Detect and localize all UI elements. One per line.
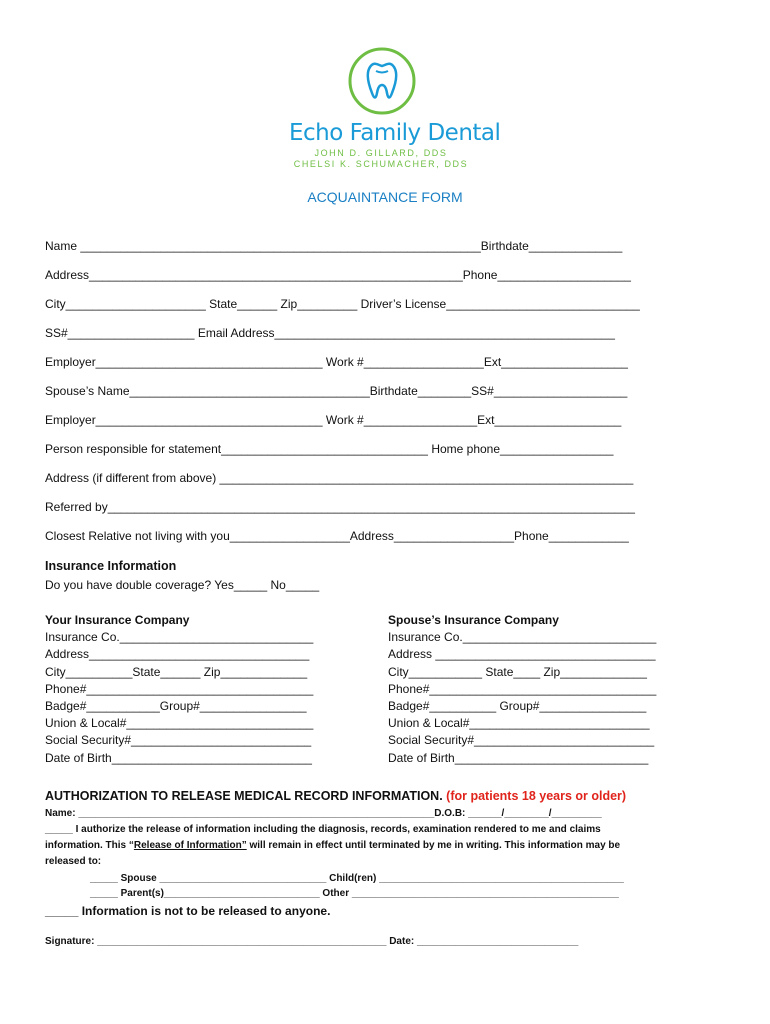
employer-work-ext-field[interactable]: Employer__________________________________ Work #__________________Ext___________________ bbox=[45, 355, 628, 369]
responsible-person-field[interactable]: Person responsible for statement_______________________________ Home phone_________________ bbox=[45, 442, 614, 456]
dentist-name-2: CHELSI K. SCHUMACHER, DDS bbox=[293, 159, 469, 169]
dentist-name-1: JOHN D. GILLARD, DDS bbox=[314, 148, 448, 158]
authorization-note: (for patients 18 years or older) bbox=[446, 789, 627, 803]
ss-email-field[interactable]: SS#___________________ Email Address___________________________________________________ bbox=[45, 326, 615, 340]
your-insurance-co-field[interactable]: Insurance Co._____________________________ bbox=[45, 630, 314, 645]
your-city-state-zip-field[interactable]: City__________State______ Zip_____________ bbox=[45, 664, 308, 679]
authorize-text-c: will remain in effect until terminated by me in writing. This information may be bbox=[246, 840, 621, 851]
parents-other-field[interactable]: _____ Parent(s)____________________________ Other ________________________________________________ bbox=[90, 888, 619, 899]
not-released-field[interactable]: _____ Information is not to be released to anyone. bbox=[45, 904, 331, 918]
your-phone-field[interactable]: Phone#__________________________________ bbox=[45, 681, 314, 696]
alt-address-field[interactable]: Address (if different from above) ______________________________________________________________ bbox=[45, 471, 634, 485]
your-address-field[interactable]: Address_________________________________ bbox=[45, 647, 310, 662]
your-dob-field[interactable]: Date of Birth______________________________ bbox=[45, 750, 312, 765]
insurance-title: Insurance Information bbox=[45, 559, 177, 573]
spouse-ssn-field[interactable]: Social Security#___________________________ bbox=[388, 733, 655, 748]
your-insurance-column bbox=[45, 612, 313, 767]
spouse-phone-field[interactable]: Phone#__________________________________ bbox=[388, 681, 657, 696]
your-insurance-header: Your Insurance Company bbox=[45, 613, 190, 627]
your-union-field[interactable]: Union & Local#____________________________ bbox=[45, 716, 314, 731]
authorization-title-text: AUTHORIZATION TO RELEASE MEDICAL RECORD INFORMATION. bbox=[45, 789, 443, 803]
name-birthdate-field[interactable]: Name ____________________________________________________________Birthdate______________ bbox=[45, 239, 623, 253]
closest-relative-field[interactable]: Closest Relative not living with you__________________Address__________________Phone____________ bbox=[45, 529, 629, 543]
referred-by-field[interactable]: Referred by_______________________________________________________________________________ bbox=[45, 500, 635, 514]
brand-name: Echo Family Dental bbox=[289, 120, 501, 146]
spouse-badge-group-field[interactable]: Badge#__________ Group#________________ bbox=[388, 699, 647, 714]
signature-date-field[interactable]: Signature: ____________________________________________________ Date: _____________________________ bbox=[45, 936, 579, 947]
tooth-icon bbox=[346, 45, 418, 117]
spouse-address-field[interactable]: Address _________________________________ bbox=[388, 647, 656, 662]
spouse-insurance-column bbox=[388, 612, 656, 767]
authorize-release-line[interactable]: _____ I authorize the release of information including the diagnosis, records, examination rendered to me and claims bbox=[45, 824, 601, 835]
spouse-union-field[interactable]: Union & Local#___________________________ bbox=[388, 716, 650, 731]
authorize-text-a: information. This “ bbox=[45, 840, 134, 851]
spouse-insurance-header: Spouse’s Insurance Company bbox=[388, 613, 559, 627]
double-coverage-field[interactable]: Do you have double coverage? Yes_____ No_____ bbox=[45, 578, 320, 592]
city-state-zip-license-field[interactable]: City_____________________ State______ Zip_________ Driver’s License_____________________________ bbox=[45, 297, 640, 311]
spouse-city-state-zip-field[interactable]: City___________ State____ Zip_____________ bbox=[388, 664, 647, 679]
spouse-employer-field[interactable]: Employer__________________________________ Work #_________________Ext___________________ bbox=[45, 413, 622, 427]
your-badge-group-field[interactable]: Badge#___________Group#________________ bbox=[45, 699, 307, 714]
your-ssn-field[interactable]: Social Security#___________________________ bbox=[45, 733, 312, 748]
released-to-label: released to: bbox=[45, 856, 102, 867]
spouse-name-field[interactable]: Spouse’s Name____________________________________Birthdate________SS#____________________ bbox=[45, 384, 628, 398]
authorize-release-text bbox=[45, 840, 620, 851]
release-of-information-label: Release of Information” bbox=[133, 840, 247, 851]
spouse-insurance-co-field[interactable]: Insurance Co._____________________________ bbox=[388, 630, 657, 645]
auth-name-dob-field[interactable]: Name: ________________________________________________________________D.O.B: ______/________/_________ bbox=[45, 808, 602, 819]
form-title: ACQUAINTANCE FORM bbox=[307, 189, 463, 205]
spouse-dob-field[interactable]: Date of Birth_____________________________ bbox=[388, 750, 649, 765]
spouse-children-field[interactable]: _____ Spouse ______________________________ Child(ren) ____________________________________________ bbox=[90, 873, 624, 884]
authorization-title bbox=[45, 789, 626, 803]
address-phone-field[interactable]: Address________________________________________________________Phone____________________ bbox=[45, 268, 631, 282]
